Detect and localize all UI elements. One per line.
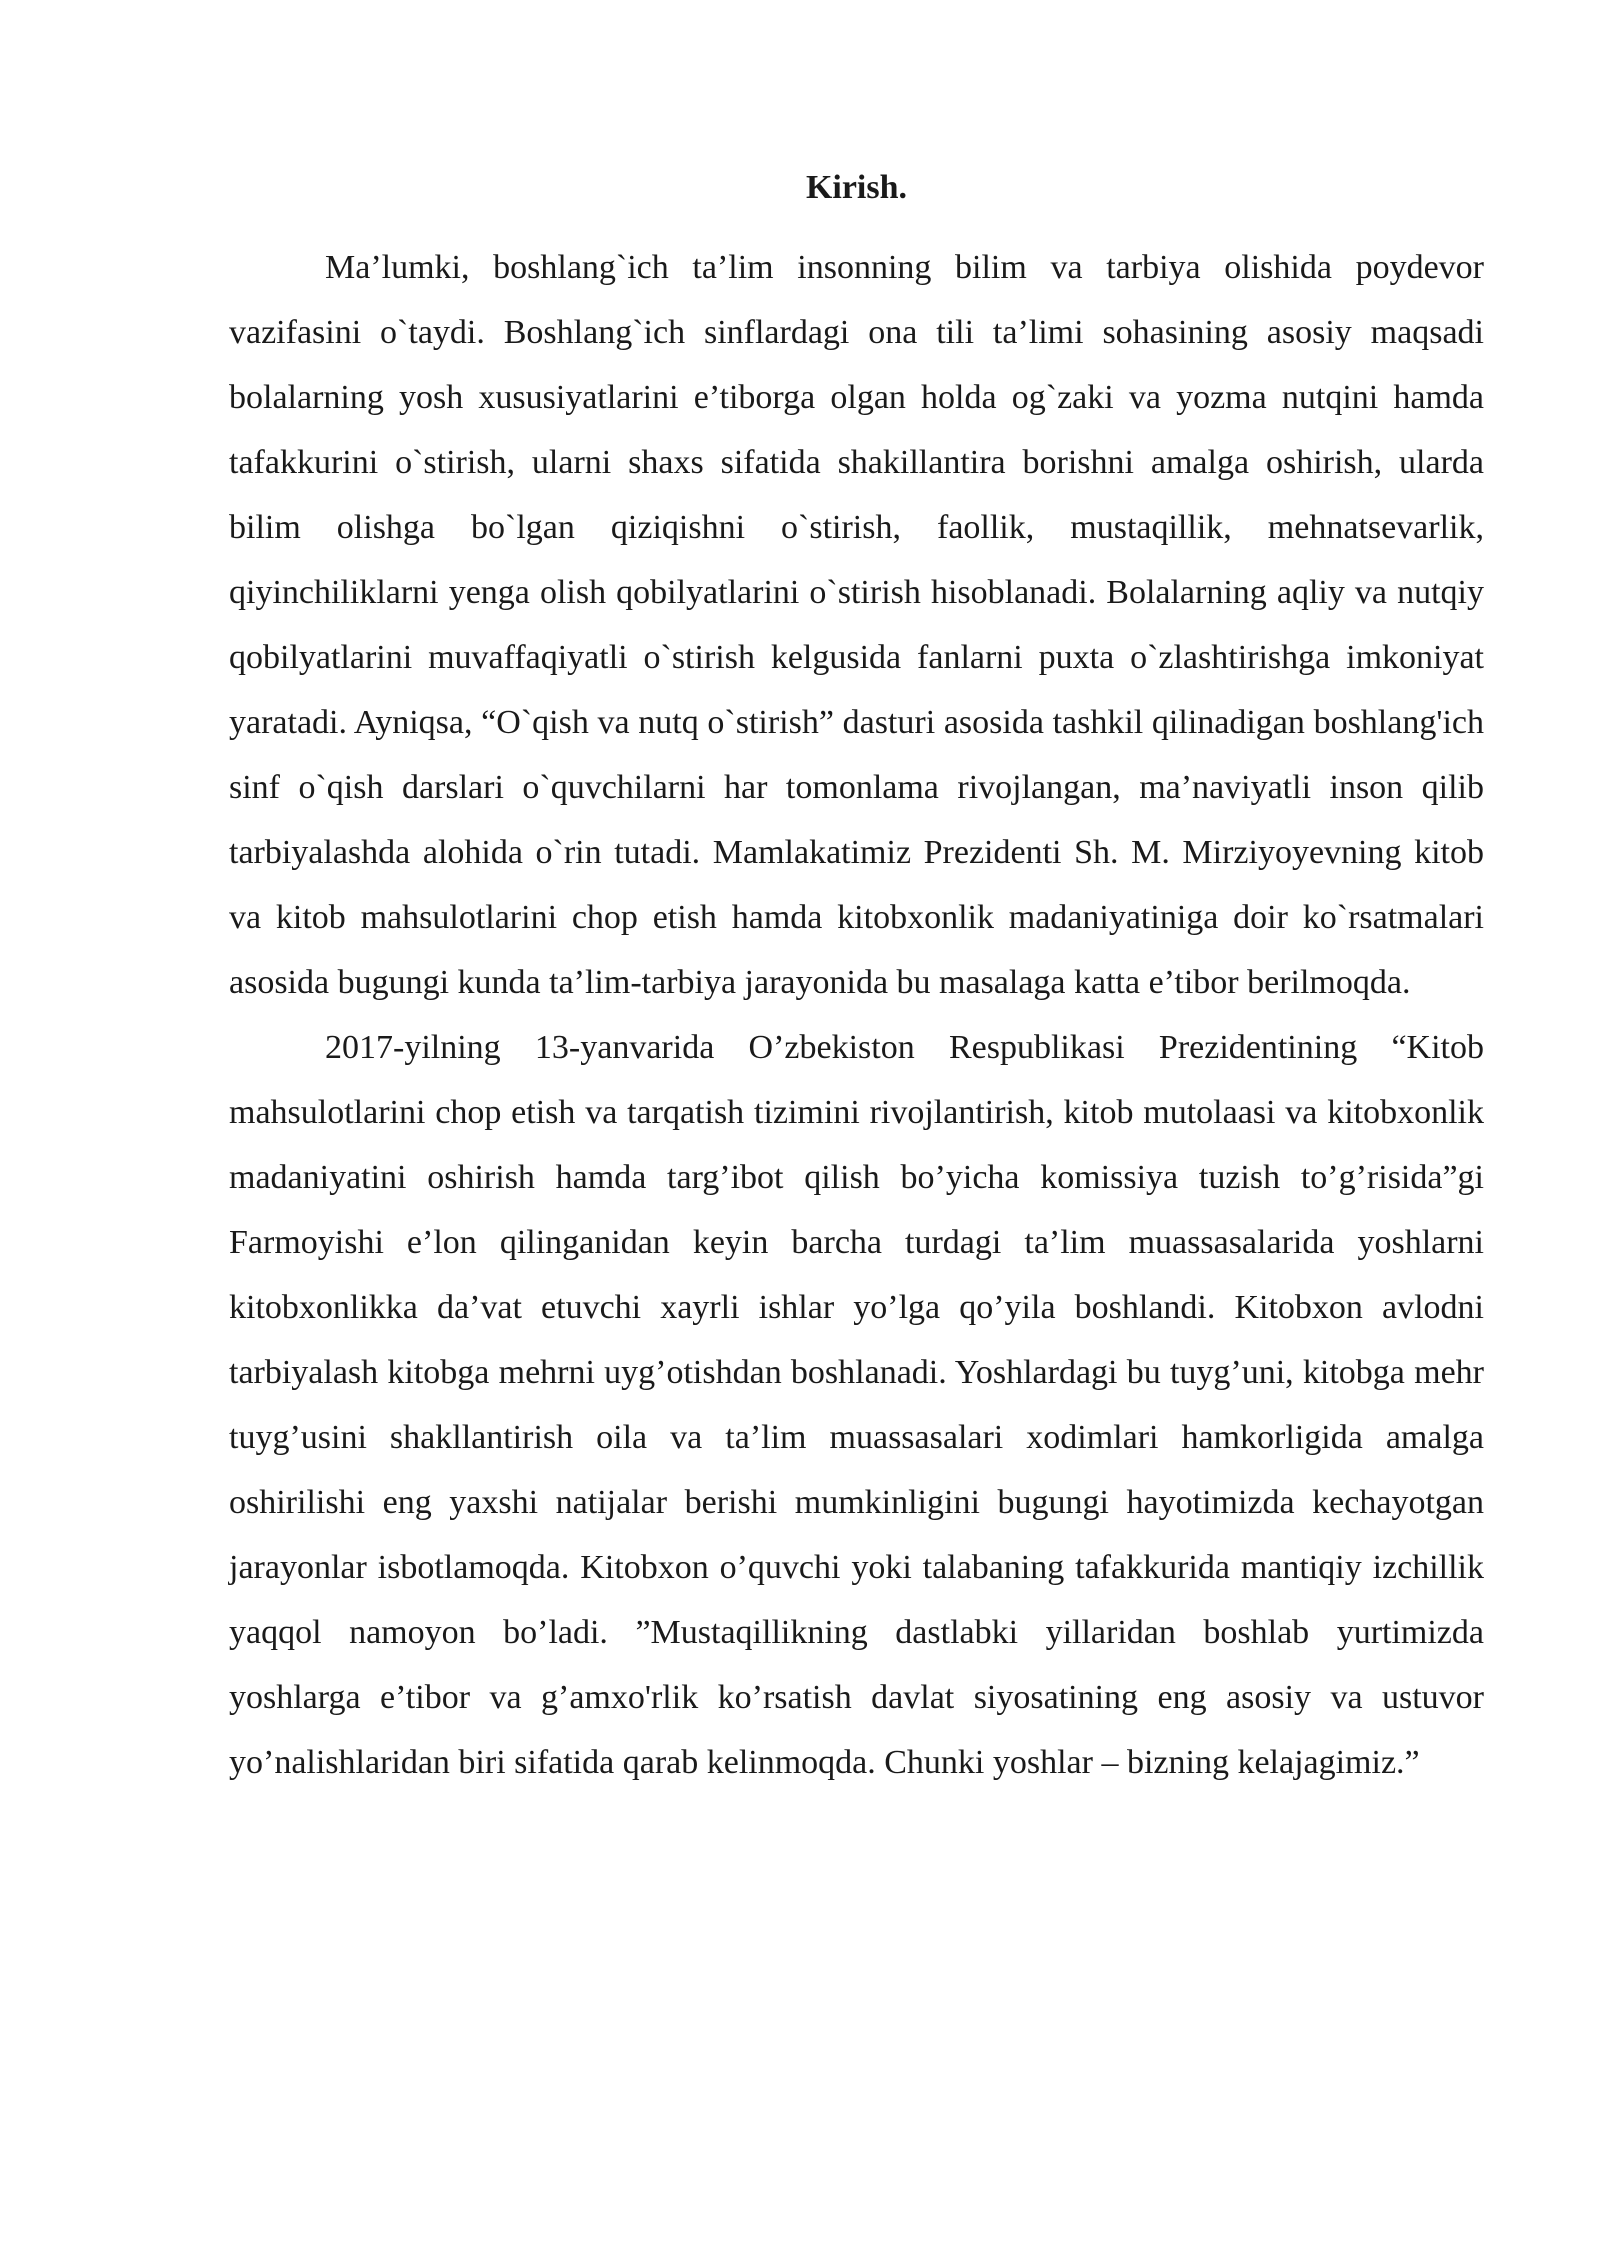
- document-body: [229, 163, 1484, 1795]
- page-title: Kirish.: [805, 169, 908, 206]
- paragraph-intro: Ma’lumki, boshlang`ich ta’lim insonning bilim va tarbiya olishida poydevor vazifasini o`taydi. Boshlang`ich sinflardagi ona tili ta’limi sohasining asosiy maqsadi bolalarning yosh xususiyatlarini e’tiborga olgan holda og`zaki va yozma nutqini hamda tafakkurini o`stirish, ularni shaxs sifatida shakillantira borishni amalga oshirish, ularda bilim olishga bo`lgan qiziqishni o`stirish, faollik, mustaqillik, mehnatsevarlik, qiyinchiliklarni yenga olish qobilyatlarini o`stirish hisoblanadi. Bolalarning aqliy va nutqiy qobilyatlarini muvaffaqiyatli o`stirish kelgusida fanlarni puxta o`zlashtirishga imkoniyat yaratadi. Ayniqsa, “O`qish va nutq o`stirish” dasturi asosida tashkil qilinadigan boshlang'ich sinf o`qish darslari o`quvchilarni har tomonlama rivojlangan, ma’naviyatli inson qilib tarbiyalashda alohida o`rin tutadi. Mamlakatimiz Prezidenti Sh. M. Mirziyoyevning kitob va kitob mahsulotlarini chop etish hamda kitobxonlik madaniyatiniga doir ko`rsatmalari asosida bugungi kunda ta’lim-tarbiya jarayonida bu masalaga katta e’tibor berilmoqda.: [229, 249, 1484, 1001]
- paragraph-decree: 2017-yilning 13-yanvarida O’zbekiston Respublikasi Prezidentining “Kitob mahsulotlarini chop etish va tarqatish tizimini rivojlantirish, kitob mutolaasi va kitobxonlik madaniyatini oshirish hamda targ’ibot qilish bo’yicha komissiya tuzish to’g’risida”gi Farmoyishi e’lon qilinganidan keyin barcha turdagi ta’lim muassasalarida yoshlarni kitobxonlikka da’vat etuvchi xayrli ishlar yo’lga qo’yila boshlandi. Kitobxon avlodni tarbiyalash kitobga mehrni uyg’otishdan boshlanadi. Yoshlardagi bu tuyg’uni, kitobga mehr tuyg’usini shakllantirish oila va ta’lim muassasalari xodimlari hamkorligida amalga oshirilishi eng yaxshi natijalar berishi mumkinligini bugungi hayotimizda kechayotgan jarayonlar isbotlamoqda. Kitobxon o’quvchi yoki talabaning tafakkurida mantiqiy izchillik yaqqol namoyon bo’ladi. ”Mustaqillikning dastlabki yillaridan boshlab yurtimizda yoshlarga e’tibor va g’amxo'rlik ko’rsatish davlat siyosatining eng asosiy va ustuvor yo’nalishlaridan biri sifatida qarab kelinmoqda. Chunki yoshlar – bizning kelajagimiz.”: [229, 1029, 1484, 1781]
